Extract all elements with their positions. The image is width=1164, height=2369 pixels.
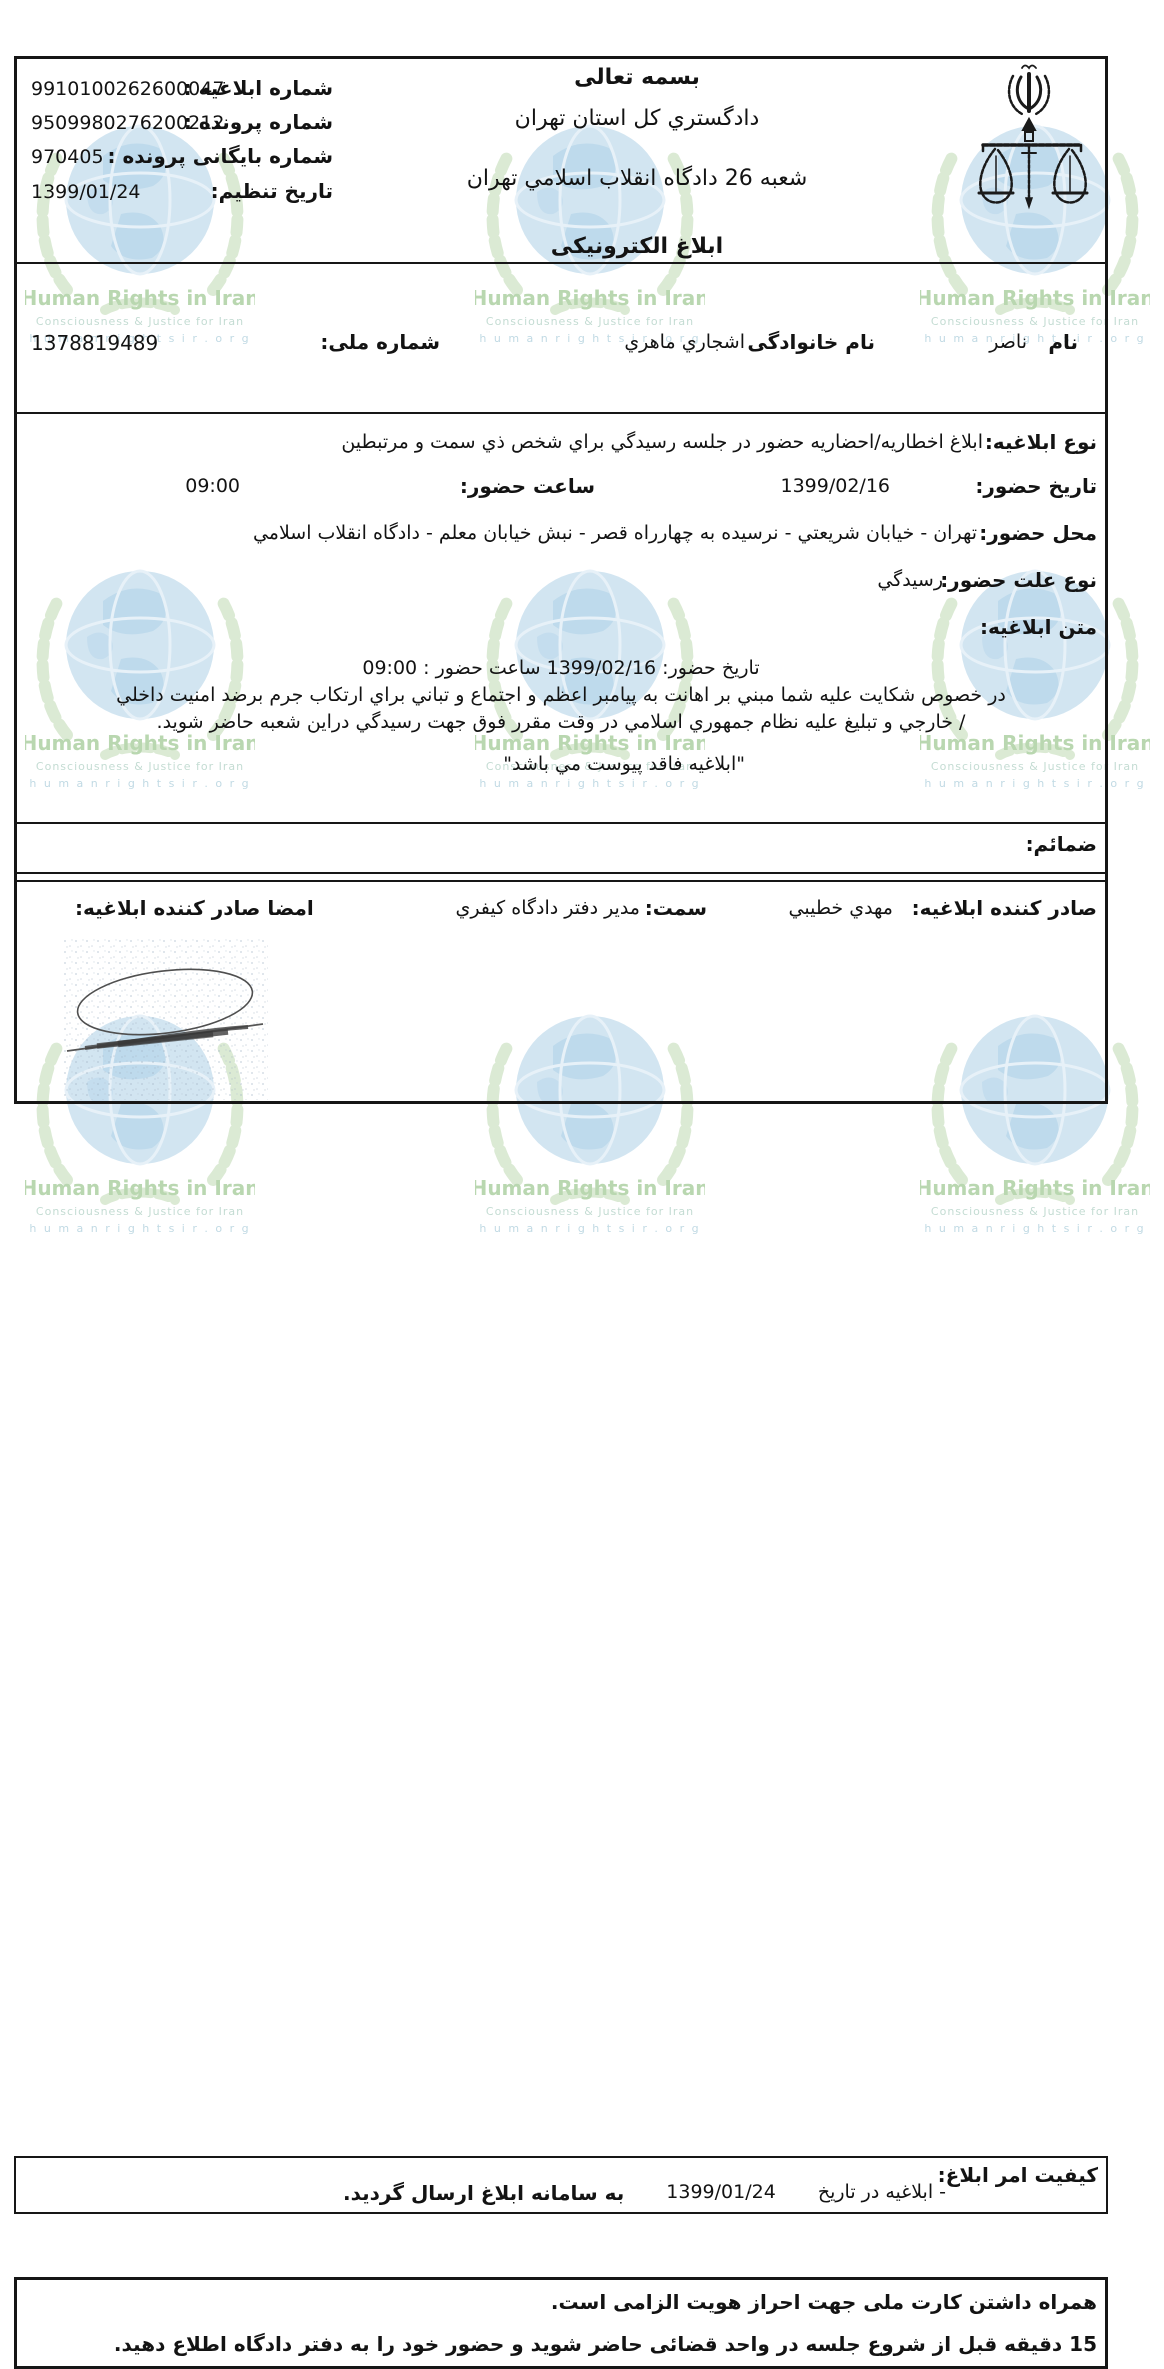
person-section bbox=[17, 264, 1105, 414]
notice-body-line2: در خصوص شکایت علیه شما مبني بر اهانت به پیامبر اعظم و اجتماع و تباني براي ارتکاب جرم برضد امنیت داخلي bbox=[116, 684, 1006, 706]
first-name-label: نام bbox=[1048, 330, 1078, 354]
notice-details-section bbox=[17, 414, 1105, 824]
case-number-label: شماره پرونده : bbox=[183, 110, 333, 134]
notice-body-line1: تاریخ حضور: 1399/02/16 ساعت حضور : 09:00 bbox=[362, 657, 760, 679]
notification-number-label: شماره ابلاغیه : bbox=[183, 76, 333, 100]
notice-type-value: ابلاغ اخطاریه/احضاریه حضور در جلسه رسیدگي براي شخص ذي سمت و مرتبطین bbox=[341, 431, 983, 453]
justice-department-title: دادگستري کل استان تهران bbox=[514, 106, 760, 131]
issuer-label: صادر کننده ابلاغیه: bbox=[911, 896, 1097, 920]
court-branch-title: شعبه 26 دادگاه انقلاب اسلامي تهران bbox=[466, 166, 808, 191]
issuer-position-label: سمت: bbox=[644, 896, 707, 920]
delivery-quality-sentence bbox=[343, 2181, 946, 2205]
header-section bbox=[17, 59, 1105, 264]
attendance-location-value: تهران - خیابان شریعتي - نرسیده به چهارراه قصر - نبش خیابان معلم - دادگاه انقلاب اسلامي bbox=[252, 522, 977, 544]
issuer-signature-image bbox=[63, 938, 268, 1100]
archive-number-label: شماره بایگانی پرونده : bbox=[107, 144, 333, 168]
attendance-time-value: 09:00 bbox=[185, 475, 240, 497]
bismillah-text: بسمه تعالی bbox=[574, 65, 700, 90]
notice-body-text bbox=[47, 655, 1075, 736]
header-titles bbox=[377, 59, 897, 264]
issuer-name: مهدي خطیبي bbox=[788, 897, 893, 919]
attendance-time-label: ساعت حضور: bbox=[459, 474, 595, 498]
delivery-quality-frame bbox=[14, 2156, 1108, 2214]
issuer-section bbox=[17, 880, 1105, 1101]
archive-number-value: 970405 bbox=[31, 146, 104, 168]
notice-body-line3: / خارجي و تبلیغ علیه نظام جمهوري اسلامي در وقت مقرر فوق جهت رسیدگي دراین شعبه حاضر شوید. bbox=[156, 711, 966, 733]
attendance-date-value: 1399/02/16 bbox=[780, 475, 890, 497]
attachments-label: ضمائم: bbox=[1025, 832, 1097, 856]
document-main-frame bbox=[14, 56, 1108, 1104]
national-id-value: 1378819489 bbox=[31, 331, 159, 355]
attendance-location-label: محل حضور: bbox=[979, 521, 1097, 545]
first-name-value: ناصر bbox=[989, 331, 1027, 353]
delivery-text-suffix: به سامانه ابلاغ ارسال گردید. bbox=[342, 2181, 625, 2205]
case-number-value: 9509980276200212 bbox=[31, 112, 225, 134]
last-name-label: نام خانوادگی bbox=[747, 330, 875, 354]
issuer-position-value: مدیر دفتر دادگاه کیفري bbox=[455, 897, 640, 919]
delivery-quality-label: کیفیت امر ابلاغ: bbox=[937, 2163, 1098, 2187]
notice-type-label: نوع ابلاغیه: bbox=[984, 430, 1097, 454]
footer-notes-frame bbox=[14, 2277, 1108, 2369]
delivery-date: 1399/01/24 bbox=[666, 2181, 776, 2203]
issue-date-label: تاریخ تنظیم: bbox=[210, 179, 333, 203]
attendance-date-label: تاریخ حضور: bbox=[975, 474, 1097, 498]
attendance-reason-label: نوع علت حضور: bbox=[940, 568, 1097, 592]
footer-note-id-card: همراه داشتن کارت ملی جهت احراز هویت الزامی است. bbox=[550, 2290, 1097, 2314]
iran-judiciary-emblem-icon bbox=[975, 61, 1090, 209]
attachments-section bbox=[17, 824, 1105, 874]
document-title: ابلاغ الکترونیکی bbox=[550, 234, 724, 259]
national-id-label: شماره ملی: bbox=[320, 330, 440, 354]
attendance-reason-value: رسیدگي bbox=[877, 569, 943, 591]
footer-note-arrival: 15 دقیقه قبل از شروع جلسه در واحد قضائی حاضر شوید و حضور خود را به دفتر دادگاه اطلاع دهید. bbox=[113, 2332, 1097, 2356]
last-name-value: اشجاري ماهري bbox=[624, 331, 745, 353]
no-attachment-note: "ابلاغیه فاقد پیوست مي باشد" bbox=[503, 753, 745, 775]
notice-body-label: متن ابلاغیه: bbox=[979, 615, 1097, 639]
issue-date-value: 1399/01/24 bbox=[31, 181, 141, 203]
issuer-signature-label: امضا صادر کننده ابلاغیه: bbox=[75, 896, 314, 920]
notification-number-value: 9910100262600047 bbox=[31, 78, 225, 100]
delivery-text-prefix: - ابلاغیه در تاریخ bbox=[817, 2181, 946, 2203]
